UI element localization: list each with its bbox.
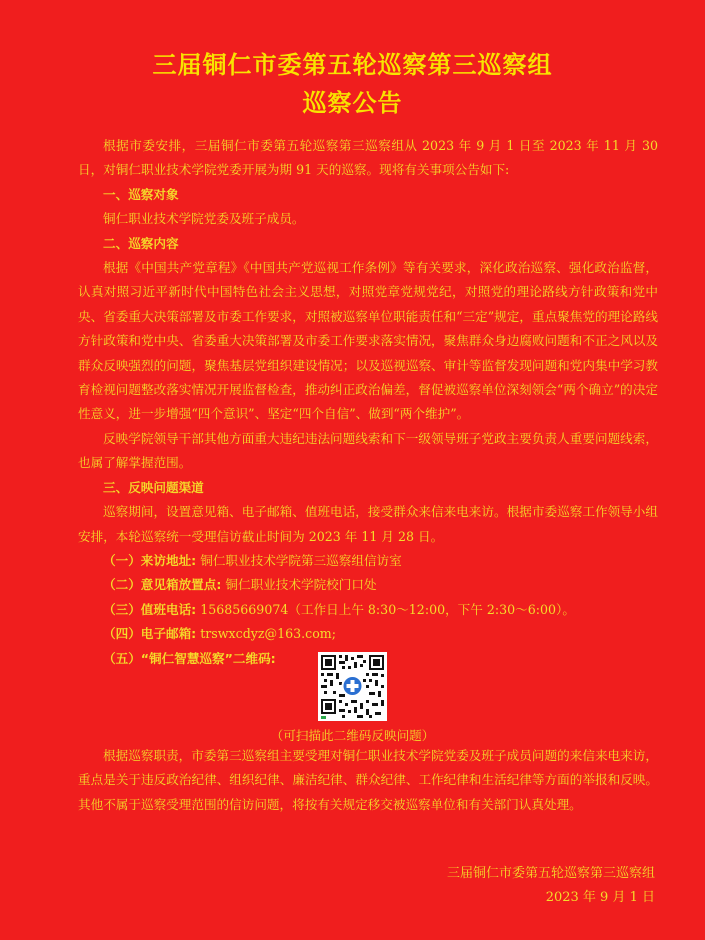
contact-label: （三）值班电话: <box>103 601 197 617</box>
contact-value[interactable]: trswxcdyz@163.com; <box>200 626 336 642</box>
section-heading-targets: 一、巡察对象 <box>103 186 179 202</box>
contact-email <box>78 622 658 646</box>
signature-org: 三届铜仁市委第五轮巡察第三巡察组 <box>446 866 655 881</box>
announcement-subtitle: 巡察公告 <box>302 89 403 117</box>
contact-suggestion-box <box>78 573 658 597</box>
section-heading-channels: 三、反映问题渠道 <box>103 479 204 495</box>
qr-code-icon <box>318 652 387 721</box>
section-text-targets: 铜仁职业技术学院党委及班子成员。 <box>103 211 305 227</box>
section-text-content-extra: 反映学院领导干部其他方面重大违纪违法问题线索和下一级领导班子党政主要负责人重要问题线索，也属了解掌握范围。 <box>78 430 658 471</box>
contact-label: （四）电子邮箱: <box>103 626 197 642</box>
qr-code-image[interactable] <box>318 652 387 721</box>
signature-date: 2023 年 9 月 1 日 <box>545 890 655 905</box>
section-text-channels: 巡察期间，设置意见箱、电子邮箱、值班电话，接受群众来信来电来访。根据市委巡察工作领导小组安排，本轮巡察统一受理信访截止时间为 2023 年 11 月 28 日。 <box>78 504 658 544</box>
announcement-body <box>78 134 658 671</box>
contact-value: 铜仁职业技术学院校门口处 <box>225 577 377 593</box>
contact-label: （五）“铜仁智慧巡察”二维码: <box>103 650 276 666</box>
contact-value: 铜仁职业技术学院第三巡察组信访室 <box>200 552 402 568</box>
section-heading-content: 二、巡察内容 <box>103 235 179 251</box>
closing-paragraph: 根据巡察职责，市委第三巡察组主要受理对铜仁职业技术学院党委及班子成员问题的来信来电来访，重点是关于违反政治纪律、组织纪律、廉洁纪律、群众纪律、工作纪律和生活纪律等方面的举报和反映。其他不属于巡察受理范围的信访问题，将按有关规定移交被巡察单位和有关部门认真处理。 <box>78 748 658 812</box>
contact-label: （一）来访地址: <box>103 552 197 568</box>
qr-caption: （可扫描此二维码反映问题） <box>270 728 435 743</box>
contact-visit-address <box>78 549 658 573</box>
intro-paragraph: 根据市委安排，三届铜仁市委第五轮巡察第三巡察组从 2023 年 9 月 1 日至 2023 年 11 月 30 日，对铜仁职业技术学院党委开展为期 91 天的巡察。现将有关事项公告如下: <box>78 138 658 178</box>
section-text-content: 根据《中国共产党章程》《中国共产党巡视工作条例》等有关要求，深化政治巡察、强化政治监督，认真对照习近平新时代中国特色社会主义思想，对照党章党规党纪，对照党的理论路线方针政策和党中央、省委重大决策部署及市委工作要求，对照被巡察单位职能责任和“三定”规定，重点聚焦党的理论路线方针政策和党中央、省委重大决策部署及市委工作要求落实情况，聚焦群众身边腐败问题和不正之风以及群众反映强烈的问题，聚焦基层党组织建设情况；以及巡视巡察、审计等监督发现问题和党内集中学习教育检视问题整改落实情况开展监督检查，推动纠正政治偏差，督促被巡察单位深刻领会“两个确立”的决定性意义，进一步增强“四个意识”、坚定“四个自信”、做到“两个维护”。 <box>78 260 658 422</box>
contact-value[interactable]: 15685669074（工作日上午 8:30～12:00，下午 2:30～6:00）。 <box>200 601 575 617</box>
announcement-title: 三届铜仁市委第五轮巡察第三巡察组 <box>152 51 553 79</box>
contact-phone <box>78 598 658 622</box>
closing-block <box>78 744 658 817</box>
contact-label: （二）意见箱放置点: <box>103 577 222 593</box>
